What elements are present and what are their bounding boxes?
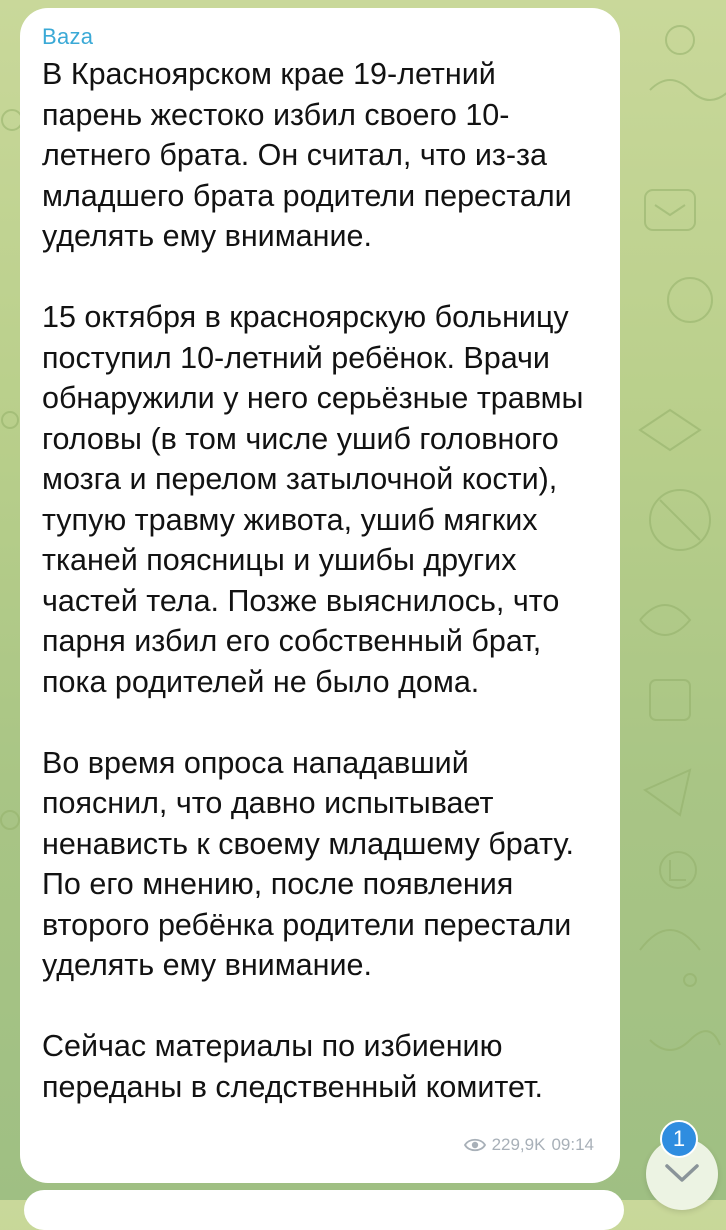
chevron-down-icon (664, 1162, 700, 1184)
message-paragraph: В Красноярском крае 19-летний парень жестоко избил своего 10-летнего брата. Он считал, что из-за младшего брата родители перестали уделять ему внимание. (42, 57, 572, 253)
view-count: 229,9K (491, 1135, 546, 1154)
next-message-bubble[interactable] (24, 1190, 624, 1230)
eye-icon (464, 1137, 486, 1153)
message-paragraph: Сейчас материалы по избиению переданы в следственный комитет. (42, 1029, 544, 1104)
message-paragraph: 15 октября в красноярскую больницу поступил 10-летний ребёнок. Врачи обнаружили у него серьёзные травмы головы (в том числе ушиб головного мозга и перелом затылочной кости), тупую травму живота, ушиб мягких тканей поясницы и ушибы других частей тела. Позже выяснилось, что парня избил его собственный брат, пока родителей не было дома. (42, 300, 584, 699)
message-bubble[interactable] (20, 8, 620, 1183)
unread-badge: 1 (660, 1120, 698, 1158)
message-text (42, 54, 590, 1107)
message-time: 09:14 (551, 1135, 594, 1154)
sender-name[interactable]: Baza (42, 24, 94, 49)
message-meta (464, 1135, 594, 1155)
message-paragraph: Во время опроса нападавший пояснил, что давно испытывает ненависть к своему младшему брату. По его мнению, после появления второго ребёнка родители перестали уделять ему внимание. (42, 745, 575, 982)
